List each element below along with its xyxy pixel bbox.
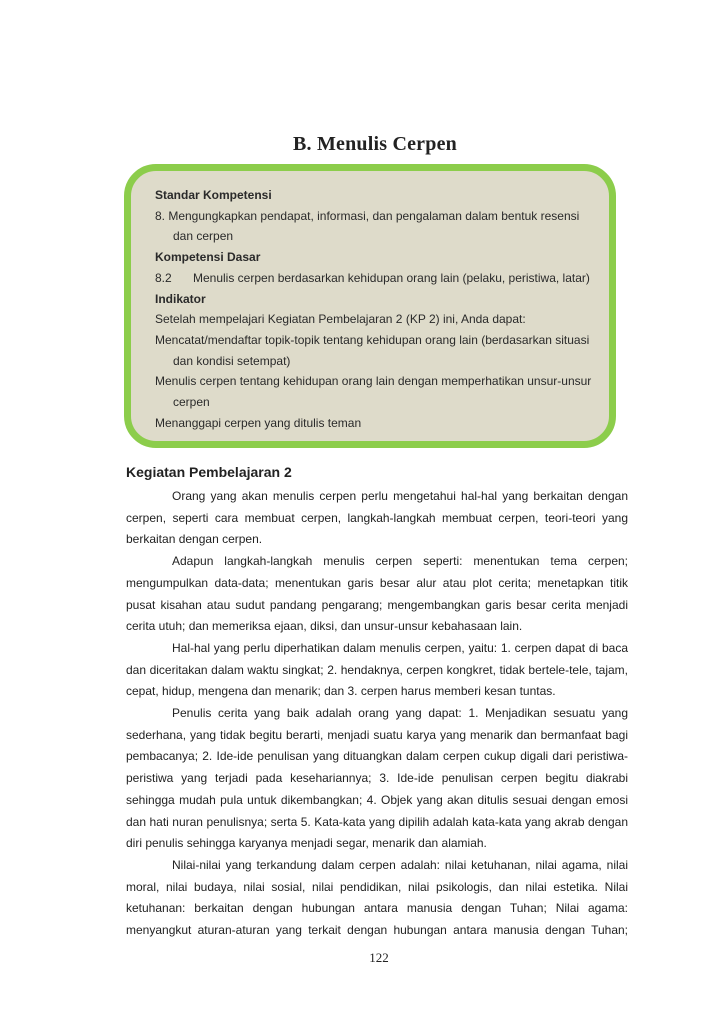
- indikator-item-1: Mencatat/mendaftar topik-topik tentang kehidupan orang lain (berdasarkan situasi: [155, 332, 590, 347]
- section-heading: Kegiatan Pembelajaran 2: [126, 464, 292, 480]
- indikator-item-2-cont: cerpen: [173, 395, 210, 410]
- standar-kompetensi-heading: Standar Kompetensi: [155, 188, 272, 202]
- indikator-intro: Setelah mempelajari Kegiatan Pembelajaran 2 (KP 2) ini, Anda dapat:: [155, 312, 526, 327]
- paragraph: Orang yang akan menulis cerpen perlu mengetahui hal-hal yang berkaitan dengan cerpen, seperti cara membuat cerpen, langkah-langkah membuat cerpen, teori-teori yang berkaitan dengan cerpen.: [126, 489, 628, 547]
- paragraph: Penulis cerita yang baik adalah orang yang dapat: 1. Menjadikan sesuatu yang sederhana, yang tidak begitu berarti, menjadi suatu karya yang menarik dan bermanfaat bagi pembacanya; 2. Ide-ide penulisan yang dituangkan dalam cerpen cukup digali dari peristiwa-peristiwa yang terjadi pada kesehariannya; 3. Ide-ide penulisan cerpen begitu diakrabi sehingga mudah pula untuk dikembangkan; 4. Objek yang akan ditulis sesuai dengan emosi dan hati nuran penulisnya; serta 5. Kata-kata yang dipilih adalah kata-kata yang akrab dengan diri penulis sehingga karyanya menjadi segar, menarik dan alamiah.: [126, 706, 628, 851]
- page-number: 122: [369, 950, 389, 965]
- main-content: [126, 462, 628, 942]
- indikator-item-2: Menulis cerpen tentang kehidupan orang lain dengan memperhatikan unsur-unsur: [155, 374, 592, 389]
- page-title: B. Menulis Cerpen: [293, 133, 457, 155]
- indikator-item-3: Menanggapi cerpen yang ditulis teman: [155, 415, 362, 430]
- kompetensi-dasar-text: Menulis cerpen berdasarkan kehidupan orang lain (pelaku, peristiwa, latar): [193, 270, 590, 285]
- competency-box-content: [155, 185, 605, 433]
- indikator-item-1-cont: dan kondisi setempat): [173, 353, 291, 368]
- kompetensi-dasar-number: 8.2: [155, 270, 172, 285]
- paragraph: Nilai-nilai yang terkandung dalam cerpen adalah: nilai ketuhanan, nilai agama, nilai moral, nilai budaya, nilai sosial, nilai pendidikan, nilai psikologis, dan nilai estetika. Nilai ketuhanan: berkaitan dengan hubungan antara manusia dengan Tuhan; Nilai agama: menyangkut aturan-aturan yang terkait dengan hubungan antara manusia dengan Tuhan;: [126, 857, 628, 938]
- kompetensi-dasar-heading: Kompetensi Dasar: [155, 250, 261, 265]
- indikator-heading: Indikator: [155, 291, 206, 306]
- kompetensi-dasar-item: [155, 268, 605, 289]
- paragraph: Hal-hal yang perlu diperhatikan dalam menulis cerpen, yaitu: 1. cerpen dapat di baca dan diceritakan dalam waktu singkat; 2. hendaknya, cerpen kongkret, tidak bertele-tele, tajam, cepat, hidup, mengena dan menarik; dan 3. cerpen harus memberi kesan tuntas.: [126, 640, 628, 699]
- standar-kompetensi-item-cont: dan cerpen: [173, 229, 234, 244]
- competency-box: [124, 164, 616, 448]
- standar-kompetensi-item: 8. Mengungkapkan pendapat, informasi, dan pengalaman dalam bentuk resensi: [155, 208, 580, 223]
- paragraph: Adapun langkah-langkah menulis cerpen seperti: menentukan tema cerpen; mengumpulkan data-data; menentukan garis besar alur atau plot cerita; menetapkan titik pusat kisahan atau sudut pandang pengarang; mengembangkan garis besar cerita menjadi cerita utuh; dan memeriksa ejaan, diksi, dan unsur-unsur kebahasaan lain.: [126, 554, 628, 634]
